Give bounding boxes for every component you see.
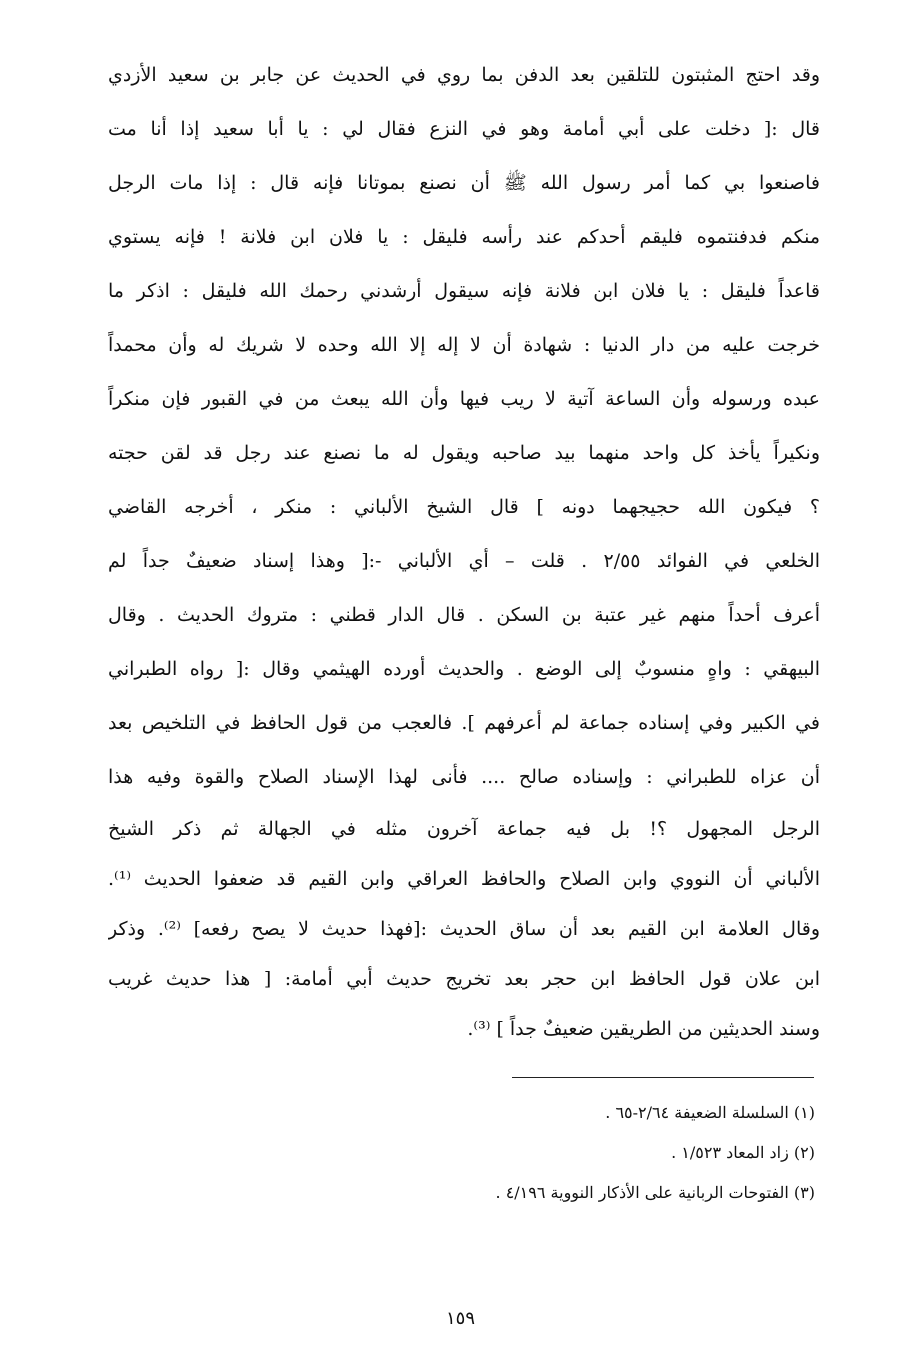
- text-line-18: ابن علان قول الحافظ ابن حجر بعد تخريج حديث أبي أمامة: [ هذا حديث غريب: [108, 968, 820, 990]
- text-line-14: أن عزاه للطبراني : وإسناده صالح .... فأنى لهذا الإسناد الصلاح والقوة وفيه هذا: [108, 766, 820, 788]
- text-line-16: الألباني أن النووي وابن الصلاح والحافظ العراقي وابن القيم قد ضعفوا الحديث ⁽¹⁾.: [108, 868, 820, 890]
- text-line-3: فاصنعوا بي كما أمر رسول الله ﷺ أن نصنع بموتانا فإنه قال : إذا مات الرجل: [108, 172, 820, 194]
- text-line-7: عبده ورسوله وأن الساعة آتية لا ريب فيها وأن الله يبعث من في القبور فإن منكراً: [108, 388, 820, 410]
- text-line-13: في الكبير وفي إسناده جماعة لم أعرفهم ]. فالعجب من قول الحافظ في التلخيص بعد: [108, 712, 820, 734]
- text-line-1: وقد احتج المثبتون للتلقين بعد الدفن بما روي في الحديث عن جابر بن سعيد الأزدي: [108, 64, 820, 86]
- text-line-9: ؟ فيكون الله حجيجهما دونه ] قال الشيخ الألباني : منكر ، أخرجه القاضي: [108, 496, 820, 518]
- main-text: [108, 48, 820, 1054]
- footnote-2: (٢) زاد المعاد ١/٥٢٣ .: [671, 1143, 815, 1162]
- text-line-19: وسند الحديثين من الطريقين ضعيفٌ جداً ] ⁽³⁾.: [467, 1018, 820, 1040]
- footnote-separator: [512, 1077, 814, 1078]
- text-line-11: أعرف أحداً منهم غير عتبة بن السكن . قال الدار قطني : متروك الحديث . وقال: [108, 604, 820, 626]
- text-line-10: الخلعي في الفوائد ٢/٥٥ . قلت – أي الألباني -:[ وهذا إسناد ضعيفٌ جداً لم: [108, 550, 820, 572]
- footnote-3: (٣) الفتوحات الربانية على الأذكار النووية ٤/١٩٦ .: [495, 1183, 815, 1202]
- text-line-8: ونكيراً يأخذ كل واحد منهما بيد صاحبه ويقول له ما نصنع عند رجل قد لقن حجته: [108, 442, 820, 464]
- page-number: ١٥٩: [445, 1308, 475, 1329]
- text-line-12: البيهقي : واهٍ منسوبٌ إلى الوضع . والحديث أورده الهيثمي وقال :[ رواه الطبراني: [108, 658, 820, 680]
- text-line-5: قاعداً فليقل : يا فلان ابن فلانة فإنه سيقول أرشدني رحمك الله فليقل : اذكر ما: [108, 280, 820, 302]
- text-line-2: قال :[ دخلت على أبي أمامة وهو في النزع فقال لي : يا أبا سعيد إذا أنا مت: [108, 118, 820, 140]
- text-line-6: خرجت عليه من دار الدنيا : شهادة أن لا إله إلا الله وحده لا شريك له وأن محمداً: [108, 334, 820, 356]
- footnotes: [200, 1093, 815, 1213]
- footnote-1: (١) السلسلة الضعيفة ٢/٦٤-٦٥ .: [605, 1103, 815, 1122]
- text-line-17: وقال العلامة ابن القيم بعد أن ساق الحديث :[فهذا حديث لا يصح رفعه] ⁽²⁾. وذكر: [108, 918, 820, 940]
- text-line-15: الرجل المجهول ؟! بل فيه جماعة آخرون مثله في الجهالة ثم ذكر الشيخ: [108, 818, 820, 840]
- text-line-4: منكم فدفنتموه فليقم أحدكم عند رأسه فليقل : يا فلان ابن فلانة ! فإنه يستوي: [108, 226, 820, 248]
